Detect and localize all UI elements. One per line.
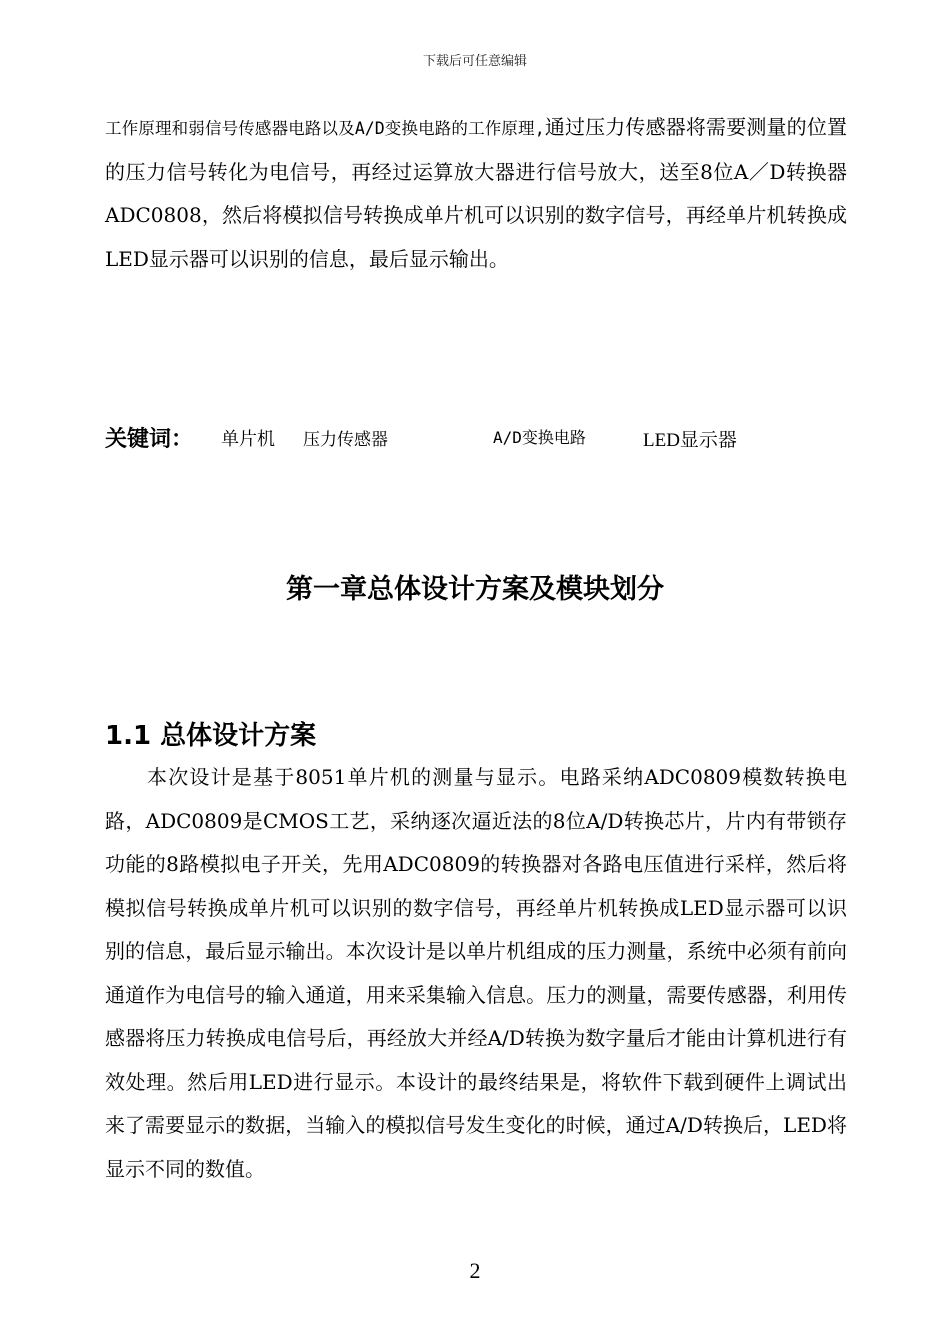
intro-text-part2: 通过压力传感器将需要测量的位置的压力信号转化为电信号，再经过运算放大器进行信号放大，送至8位A／D转换器ADC0808，然后将模拟信号转换成单片机可以识别的数字信号，再经单片机转换成LED显示器可以识别的信息，最后显示输出。 xyxy=(105,115,847,271)
keyword-item: LED显示器 xyxy=(643,430,737,451)
keyword-item: 单片机 xyxy=(221,429,275,450)
page-number: 2 xyxy=(469,1258,481,1283)
intro-text-part1: 工作原理和弱信号传感器电路以及A/D变换电路的工作原理, xyxy=(105,119,545,138)
keywords-line xyxy=(105,422,850,462)
chapter-title: 第一章总体设计方案及模块划分 xyxy=(286,574,664,605)
section-title: 1.1 总体设计方案 xyxy=(105,721,317,751)
keyword-item: A/D变换电路 xyxy=(493,428,586,447)
intro-paragraph xyxy=(105,106,847,281)
section-body-paragraph: 本次设计是基于8051单片机的测量与显示。电路采纳ADC0809模数转换电路，ADC0809是CMOS工艺，采纳逐次逼近法的8位A/D转换芯片，片内有带锁存功能的8路模拟电子开关，先用ADC0809的转换器对各路电压值进行采样，然后将模拟信号转换成单片机可以识别的数字信号，再经单片机转换成LED显示器可以识别的信息，最后显示输出。本次设计是以单片机组成的压力测量，系统中必须有前向通道作为电信号的输入通道，用来采集输入信息。压力的测量，需要传感器，利用传感器将压力转换成电信号后，再经放大并经A/D转换为数字量后才能由计算机进行有效处理。然后用LED进行显示。本设计的最终结果是，将软件下载到硬件上调试出来了需要显示的数据，当输入的模拟信号发生变化的时候，通过A/D转换后，LED将显示不同的数值。 xyxy=(105,765,847,1181)
keyword-item: 压力传感器 xyxy=(303,430,388,450)
page-header: 下载后可任意编辑 xyxy=(422,54,527,69)
keywords-label: 关键词： xyxy=(105,427,194,452)
